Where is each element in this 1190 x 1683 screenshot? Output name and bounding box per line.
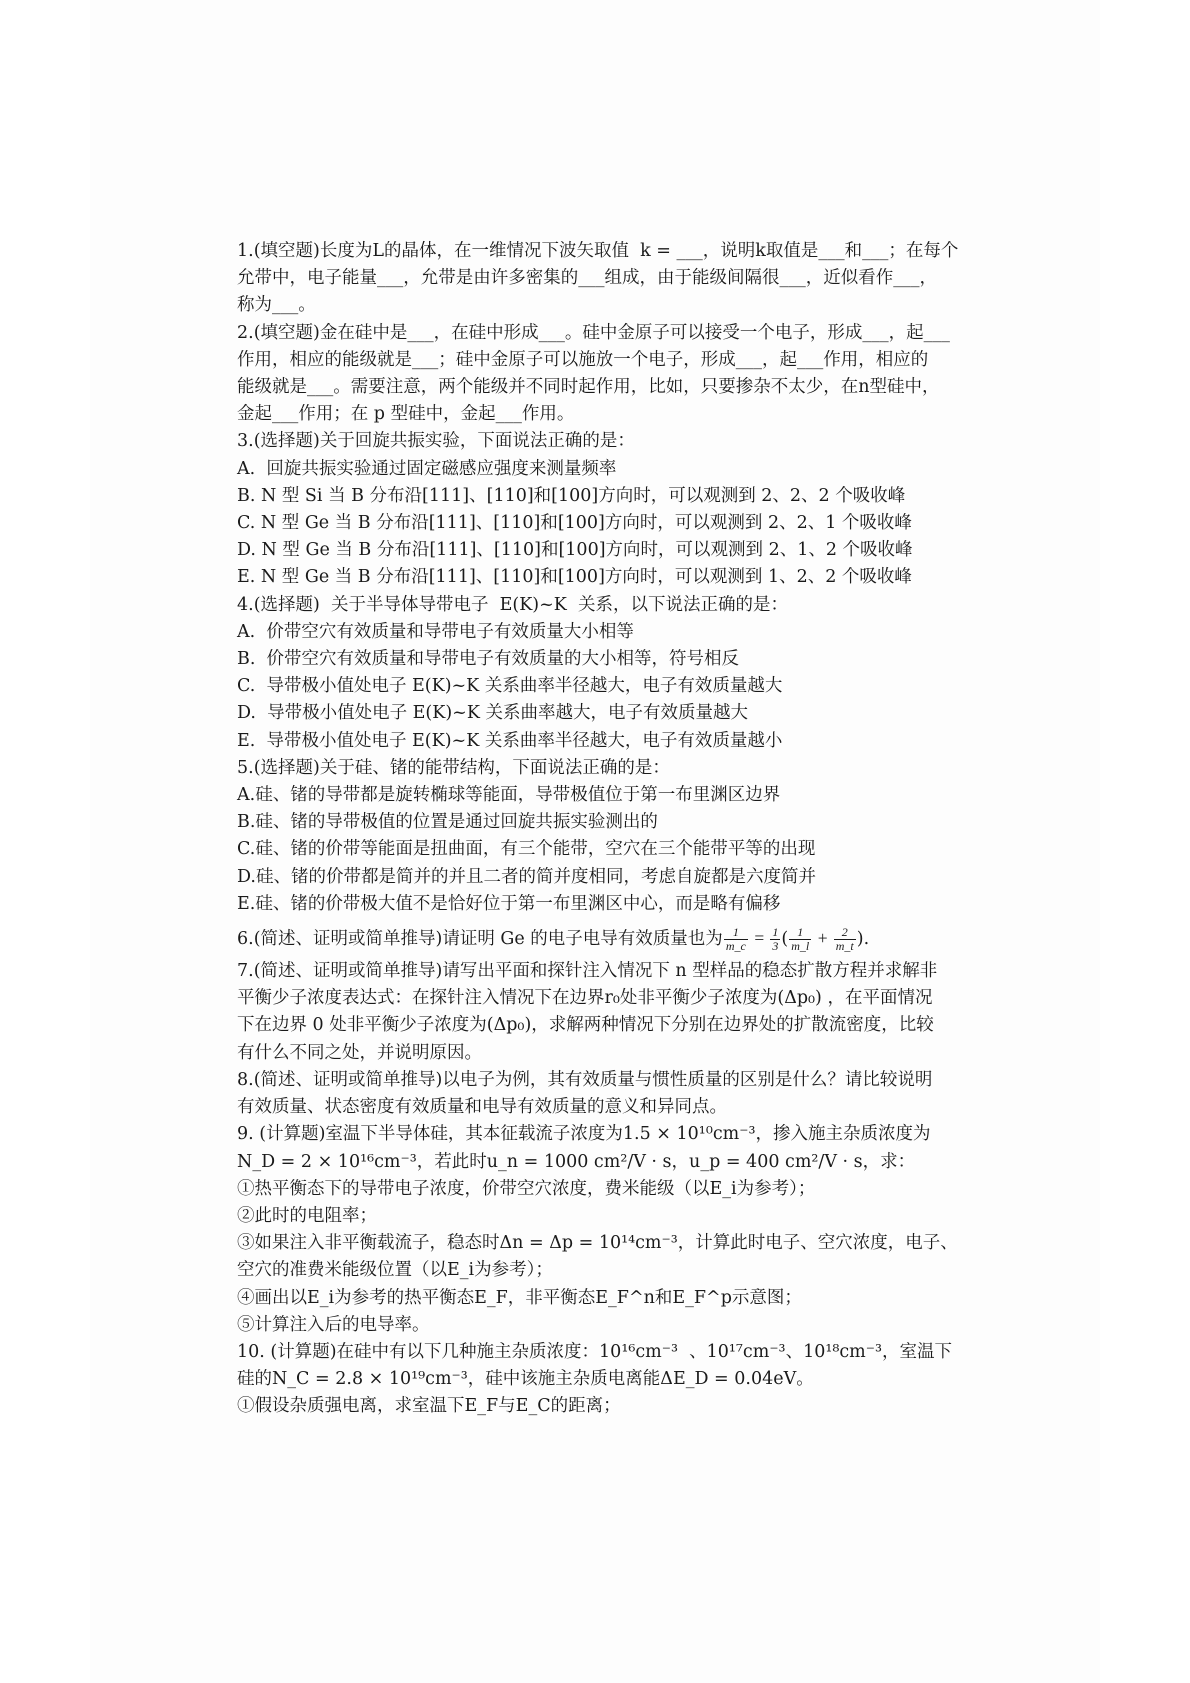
text-line: 有什么不同之处，并说明原因。 <box>237 1042 482 1063</box>
numerator: 1 <box>724 926 748 940</box>
text-line: 允带中，电子能量___，允带是由许多密集的___组成，由于能级间隔很___，近似看作___， <box>237 268 937 289</box>
text-line: 能级就是___。需要注意，两个能级并不同时起作用，比如，只要掺杂不太少，在n型硅中， <box>237 377 940 398</box>
question-7 <box>237 958 961 1067</box>
option-c: C. 导带极小值处电子 E(K)~K 关系曲率半径越大，电子有效质量越大 <box>237 676 783 697</box>
plus-sign: + <box>812 928 833 949</box>
option-d: D. N 型 Ge 当 B 分布沿[111]、[110]和[100]方向时，可以观测到 2、1、2 个吸收峰 <box>237 540 913 561</box>
numerator: 1 <box>772 925 779 940</box>
fraction-coefficient <box>770 926 780 953</box>
option-d: D.硅、锗的价带都是简并的并且二者的简并度相同，考虑自旋都是六度简并 <box>237 866 816 887</box>
option-d: D. 导带极小值处电子 E(K)~K 关系曲率越大，电子有效质量越大 <box>237 703 748 724</box>
text-line: 下在边界 0 处非平衡少子浓度为(Δp₀)，求解两种情况下分别在边界处的扩散流密度，比较 <box>237 1015 934 1036</box>
formula-suffix: ). <box>856 929 870 950</box>
text-line: 10. (计算题)在硅中有以下几种施主杂质浓度：10¹⁶cm⁻³ 、10¹⁷cm⁻³、10¹⁸cm⁻³，室温下 <box>237 1341 953 1362</box>
text-line: 硅的N_C = 2.8 × 10¹⁹cm⁻³，硅中该施主杂质电离能ΔE_D = 0.04eV。 <box>237 1369 814 1390</box>
text-line: 1.(填空题)长度为L的晶体，在一维情况下波矢取值 k = ___，说明k取值是___和___；在每个 <box>237 241 959 261</box>
text-line: 7.(简述、证明或简单推导)请写出平面和探针注入情况下 n 型样品的稳态扩散方程并求解非 <box>237 961 938 982</box>
question-stem: 3.(选择题)关于回旋共振实验，下面说法正确的是： <box>237 431 635 452</box>
option-b: B. N 型 Si 当 B 分布沿[111]、[110]和[100]方向时，可以观测到 2、2、2 个吸收峰 <box>237 485 906 506</box>
question-4 <box>237 592 961 755</box>
question-stem: 4.(选择题) 关于半导体导带电子 E(K)~K 关系，以下说法正确的是： <box>237 594 788 615</box>
text-line: 9. (计算题)室温下半导体硅，其本征载流子浓度为1.5 × 10¹⁰cm⁻³，掺入施主杂质浓度为 <box>237 1124 931 1145</box>
question-3 <box>237 428 961 591</box>
question-6 <box>237 918 961 958</box>
fraction-term-1 <box>789 926 811 953</box>
question-1 <box>237 238 961 320</box>
fraction-term-2 <box>834 926 856 953</box>
text-line: 有效质量、状态密度有效质量和电导有效质量的意义和异同点。 <box>237 1097 727 1118</box>
question-stem: 5.(选择题)关于硅、锗的能带结构，下面说法正确的是： <box>237 757 670 778</box>
question-10 <box>237 1339 961 1421</box>
fraction-lhs <box>724 926 748 953</box>
denominator: m_l <box>791 939 810 954</box>
denominator: m_t <box>835 939 854 954</box>
text-line: 称为___。 <box>237 295 316 316</box>
option-c: C.硅、锗的价带等能面是扭曲面，有三个能带，空穴在三个能带平等的出现 <box>237 839 816 860</box>
option-b: B.硅、锗的导带极值的位置是通过回旋共振实验测出的 <box>237 812 658 833</box>
question-5 <box>237 755 961 918</box>
option-a: A. 回旋共振实验通过固定磁感应强度来测量频率 <box>237 458 617 479</box>
sub-question-2: ②此时的电阻率； <box>237 1205 377 1226</box>
sub-question-3: ③如果注入非平衡载流子，稳态时Δn = Δp = 10¹⁴cm⁻³，计算此时电子、空穴浓度，电子、 <box>237 1233 958 1254</box>
text-line: 平衡少子浓度表达式：在探针注入情况下在边界r₀处非平衡少子浓度为(Δp₀) ，在平面情况 <box>237 988 933 1009</box>
numerator: 1 <box>789 926 811 940</box>
question-text: 6.(简述、证明或简单推导)请证明 Ge 的电子电导有效质量也为 <box>237 929 723 950</box>
denominator: m_c <box>725 939 746 954</box>
text-line: 金起___作用；在 p 型硅中，金起___作用。 <box>237 404 575 425</box>
text-line: 8.(简述、证明或简单推导)以电子为例，其有效质量与惯性质量的区别是什么？请比较说明 <box>237 1069 933 1090</box>
text-line: 作用，相应的能级就是___；硅中金原子可以施放一个电子，形成___，起___作用，相应的 <box>237 349 929 370</box>
sub-question-4: ④画出以E_i为参考的热平衡态E_F，非平衡态E_F^n和E_F^p示意图； <box>237 1287 802 1308</box>
question-8 <box>237 1067 961 1121</box>
option-a: A.硅、锗的导带都是旋转椭球等能面，导带极值位于第一布里渊区边界 <box>237 785 781 806</box>
denominator: 3 <box>772 939 779 954</box>
question-2 <box>237 320 961 429</box>
open-paren: ( <box>781 929 789 950</box>
option-e: E. N 型 Ge 当 B 分布沿[111]、[110]和[100]方向时，可以观测到 1、2、2 个吸收峰 <box>237 567 912 588</box>
sub-question-1: ①假设杂质强电离，求室温下E_F与E_C的距离； <box>237 1396 621 1417</box>
formula-line <box>237 918 961 958</box>
option-b: B. 价带空穴有效质量和导带电子有效质量的大小相等，符号相反 <box>237 649 740 670</box>
text-line: 空穴的准费米能级位置（以E_i为参考）； <box>237 1260 553 1281</box>
question-9 <box>237 1121 961 1339</box>
sub-question-1: ①热平衡态下的导带电子浓度，价带空穴浓度，费米能级（以E_i为参考）； <box>237 1178 816 1199</box>
option-c: C. N 型 Ge 当 B 分布沿[111]、[110]和[100]方向时，可以观测到 2、2、1 个吸收峰 <box>237 513 912 534</box>
option-a: A. 价带空穴有效质量和导带电子有效质量大小相等 <box>237 621 634 642</box>
sub-question-5: ⑤计算注入后的电导率。 <box>237 1314 430 1335</box>
numerator: 2 <box>834 926 856 940</box>
text-line: N_D = 2 × 10¹⁶cm⁻³，若此时u_n = 1000 cm²/V · s，u_p = 400 cm²/V · s，求： <box>237 1151 916 1172</box>
option-e: E. 导带极小值处电子 E(K)~K 关系曲率半径越大，电子有效质量越小 <box>237 730 783 751</box>
option-e: E.硅、锗的价带极大值不是恰好位于第一布里渊区中心，而是略有偏移 <box>237 893 781 914</box>
text-line: 2.(填空题)金在硅中是___，在硅中形成___。硅中金原子可以接受一个电子，形成___，起___ <box>237 322 950 343</box>
equals-sign: = <box>748 928 770 949</box>
document-content <box>237 238 961 1421</box>
